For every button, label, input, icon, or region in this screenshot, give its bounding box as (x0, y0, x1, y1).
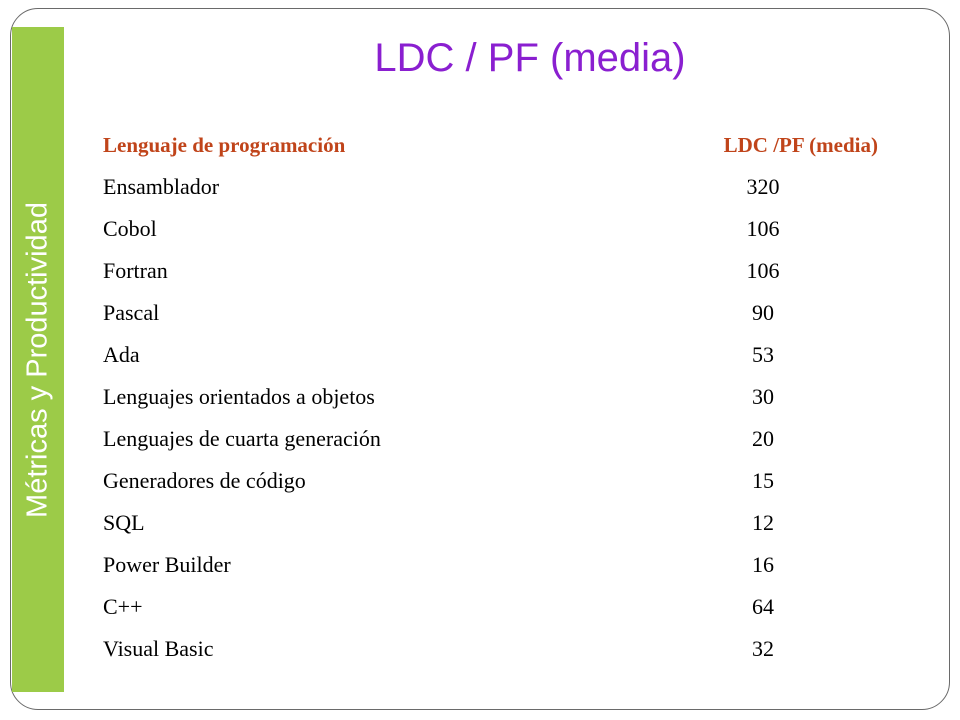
language-table (100, 124, 878, 670)
slide-title: LDC / PF (media) (374, 36, 686, 80)
header-language: Lenguaje de programación (103, 132, 346, 157)
row-language: Ensamblador (103, 174, 220, 199)
row-value: 12 (752, 510, 774, 535)
row-value: 15 (752, 468, 774, 493)
row-value: 20 (752, 426, 774, 451)
table-row (100, 502, 878, 544)
row-language: Lenguajes orientados a objetos (103, 384, 375, 409)
table-row (100, 334, 878, 376)
sidebar-label: Métricas y Productividad (21, 202, 54, 518)
header-value: LDC /PF (media) (723, 132, 878, 157)
row-value: 64 (752, 594, 774, 619)
table-row (100, 292, 878, 334)
row-language: Pascal (103, 300, 160, 325)
row-language: SQL (103, 510, 145, 535)
row-language: Lenguajes de cuarta generación (103, 426, 381, 451)
row-value: 32 (752, 636, 774, 661)
table-row (100, 628, 878, 670)
table-row (100, 208, 878, 250)
row-value: 16 (752, 552, 774, 577)
table-row (100, 376, 878, 418)
table-header-row (100, 124, 878, 166)
row-value: 106 (746, 216, 780, 241)
row-language: Fortran (103, 258, 168, 283)
table-row (100, 250, 878, 292)
row-language: Cobol (103, 216, 157, 241)
table-row (100, 166, 878, 208)
row-language: Ada (103, 342, 140, 367)
table-row (100, 460, 878, 502)
table-row (100, 418, 878, 460)
row-value: 320 (746, 174, 780, 199)
row-value: 90 (752, 300, 774, 325)
row-value: 106 (746, 258, 780, 283)
row-language: C++ (103, 594, 143, 619)
row-value: 30 (752, 384, 774, 409)
table-row (100, 544, 878, 586)
row-value: 53 (752, 342, 774, 367)
row-language: Generadores de código (103, 468, 306, 493)
table-row (100, 586, 878, 628)
row-language: Visual Basic (103, 636, 214, 661)
row-language: Power Builder (103, 552, 231, 577)
